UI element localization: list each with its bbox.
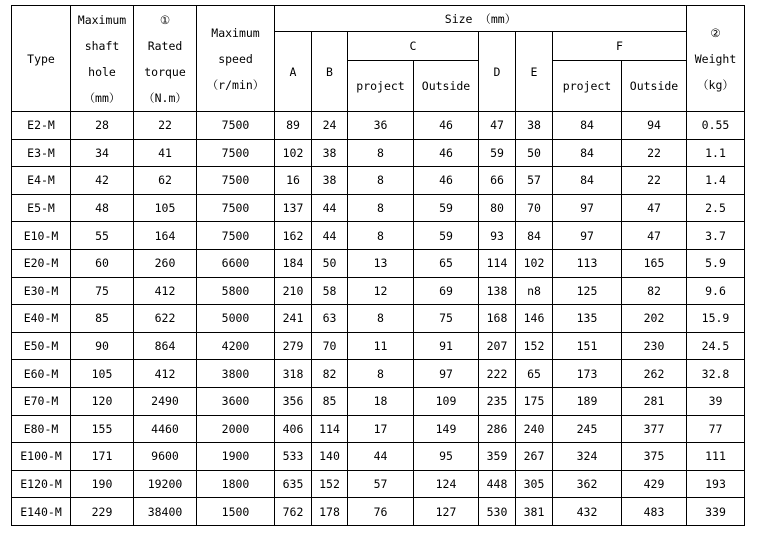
- max-speed-cell: 1500: [197, 498, 275, 526]
- c-outside-cell: 46: [414, 167, 479, 195]
- max-shaft-hole-cell: 171: [71, 443, 134, 471]
- max-speed-cell: 7500: [197, 167, 275, 195]
- table-row: [12, 277, 745, 305]
- size-a-cell: 241: [275, 305, 312, 333]
- size-b-cell: 50: [312, 249, 348, 277]
- c-project-cell: 44: [348, 443, 414, 471]
- size-a-cell: 16: [275, 167, 312, 195]
- size-e-header: E: [516, 32, 553, 112]
- max-shaft-hole-cell: 42: [71, 167, 134, 195]
- c-outside-cell: 75: [414, 305, 479, 333]
- size-b-cell: 44: [312, 222, 348, 250]
- size-a-cell: 318: [275, 360, 312, 388]
- size-e-cell: 175: [516, 387, 553, 415]
- weight-cell: 32.8: [687, 360, 745, 388]
- size-a-cell: 406: [275, 415, 312, 443]
- type-cell: E140-M: [12, 498, 71, 526]
- f-project-cell: 125: [553, 277, 622, 305]
- f-outside-cell: 22: [622, 167, 687, 195]
- max-shaft-hole-cell: 75: [71, 277, 134, 305]
- size-header: Size （mm）: [275, 6, 687, 32]
- size-b-cell: 24: [312, 112, 348, 140]
- circled-two-marker: ②: [710, 25, 721, 40]
- size-e-cell: n8: [516, 277, 553, 305]
- max-shaft-hole-cell: 229: [71, 498, 134, 526]
- table-row: [12, 332, 745, 360]
- weight-cell: 9.6: [687, 277, 745, 305]
- type-cell: E40-M: [12, 305, 71, 333]
- size-d-cell: 59: [479, 139, 516, 167]
- size-e-cell: 102: [516, 249, 553, 277]
- table-row: [12, 222, 745, 250]
- c-project-cell: 8: [348, 139, 414, 167]
- rated-torque-cell: 260: [134, 249, 197, 277]
- c-project-cell: 8: [348, 167, 414, 195]
- max-shaft-hole-cell: 190: [71, 470, 134, 498]
- type-cell: E50-M: [12, 332, 71, 360]
- c-project-cell: 76: [348, 498, 414, 526]
- size-b-cell: 38: [312, 167, 348, 195]
- f-project-cell: 84: [553, 167, 622, 195]
- f-project-cell: 84: [553, 139, 622, 167]
- size-b-header: B: [312, 32, 348, 112]
- c-outside-cell: 109: [414, 387, 479, 415]
- c-outside-cell: 91: [414, 332, 479, 360]
- weight-cell: 1.4: [687, 167, 745, 195]
- size-d-cell: 138: [479, 277, 516, 305]
- table-row: [12, 360, 745, 388]
- max-shaft-hole-header: Maximum shaft hole （mm）: [71, 6, 134, 112]
- size-e-cell: 152: [516, 332, 553, 360]
- f-outside-cell: 281: [622, 387, 687, 415]
- type-cell: E5-M: [12, 194, 71, 222]
- rated-torque-cell: 62: [134, 167, 197, 195]
- f-outside-cell: 47: [622, 194, 687, 222]
- size-d-cell: 359: [479, 443, 516, 471]
- size-a-cell: 533: [275, 443, 312, 471]
- c-project-cell: 57: [348, 470, 414, 498]
- f-project-cell: 324: [553, 443, 622, 471]
- size-e-cell: 305: [516, 470, 553, 498]
- size-e-cell: 70: [516, 194, 553, 222]
- table-row: [12, 387, 745, 415]
- size-a-cell: 356: [275, 387, 312, 415]
- type-cell: E100-M: [12, 443, 71, 471]
- weight-cell: 39: [687, 387, 745, 415]
- max-speed-cell: 3600: [197, 387, 275, 415]
- rated-torque-cell: 38400: [134, 498, 197, 526]
- c-project-cell: 12: [348, 277, 414, 305]
- max-speed-cell: 7500: [197, 194, 275, 222]
- weight-cell: 339: [687, 498, 745, 526]
- table-row: [12, 443, 745, 471]
- f-outside-cell: 94: [622, 112, 687, 140]
- size-e-cell: 146: [516, 305, 553, 333]
- max-shaft-hole-cell: 85: [71, 305, 134, 333]
- c-outside-cell: 65: [414, 249, 479, 277]
- max-shaft-hole-cell: 28: [71, 112, 134, 140]
- size-e-cell: 65: [516, 360, 553, 388]
- size-d-header: D: [479, 32, 516, 112]
- size-e-cell: 381: [516, 498, 553, 526]
- rated-torque-cell: 19200: [134, 470, 197, 498]
- type-cell: E20-M: [12, 249, 71, 277]
- max-shaft-hole-cell: 105: [71, 360, 134, 388]
- f-project-cell: 135: [553, 305, 622, 333]
- size-d-cell: 286: [479, 415, 516, 443]
- size-a-cell: 210: [275, 277, 312, 305]
- size-b-cell: 82: [312, 360, 348, 388]
- rated-torque-cell: 164: [134, 222, 197, 250]
- c-outside-cell: 59: [414, 194, 479, 222]
- weight-cell: 0.55: [687, 112, 745, 140]
- c-project-cell: 18: [348, 387, 414, 415]
- rated-torque-cell: 9600: [134, 443, 197, 471]
- weight-cell: 1.1: [687, 139, 745, 167]
- f-outside-cell: 230: [622, 332, 687, 360]
- size-a-cell: 162: [275, 222, 312, 250]
- weight-cell: 77: [687, 415, 745, 443]
- size-d-cell: 66: [479, 167, 516, 195]
- f-outside-cell: 47: [622, 222, 687, 250]
- type-cell: E10-M: [12, 222, 71, 250]
- size-a-cell: 102: [275, 139, 312, 167]
- weight-cell: 193: [687, 470, 745, 498]
- size-b-cell: 140: [312, 443, 348, 471]
- size-a-cell: 635: [275, 470, 312, 498]
- c-outside-cell: 127: [414, 498, 479, 526]
- table-row: [12, 112, 745, 140]
- type-header: Type: [12, 6, 71, 112]
- c-outside-cell: 124: [414, 470, 479, 498]
- size-a-cell: 762: [275, 498, 312, 526]
- max-speed-cell: 7500: [197, 112, 275, 140]
- max-speed-cell: 1900: [197, 443, 275, 471]
- size-e-cell: 50: [516, 139, 553, 167]
- size-b-cell: 114: [312, 415, 348, 443]
- f-outside-cell: 483: [622, 498, 687, 526]
- type-cell: E120-M: [12, 470, 71, 498]
- table-row: [12, 470, 745, 498]
- size-e-cell: 84: [516, 222, 553, 250]
- max-speed-cell: 6600: [197, 249, 275, 277]
- f-project-cell: 432: [553, 498, 622, 526]
- type-cell: E2-M: [12, 112, 71, 140]
- max-speed-header: Maximum speed （r/min）: [197, 6, 275, 112]
- c-outside-cell: 95: [414, 443, 479, 471]
- f-project-cell: 113: [553, 249, 622, 277]
- f-outside-cell: 262: [622, 360, 687, 388]
- max-speed-cell: 2000: [197, 415, 275, 443]
- table-row: [12, 167, 745, 195]
- c-outside-cell: 59: [414, 222, 479, 250]
- size-d-cell: 80: [479, 194, 516, 222]
- rated-torque-cell: 4460: [134, 415, 197, 443]
- c-project-cell: 8: [348, 360, 414, 388]
- size-c-header: C: [348, 32, 479, 61]
- max-speed-cell: 7500: [197, 222, 275, 250]
- size-b-cell: 63: [312, 305, 348, 333]
- rated-torque-cell: 412: [134, 277, 197, 305]
- rated-torque-cell: 41: [134, 139, 197, 167]
- table-row: [12, 415, 745, 443]
- f-outside-cell: 165: [622, 249, 687, 277]
- type-cell: E60-M: [12, 360, 71, 388]
- size-e-cell: 57: [516, 167, 553, 195]
- max-shaft-hole-cell: 90: [71, 332, 134, 360]
- size-d-cell: 47: [479, 112, 516, 140]
- c-outside-cell: 97: [414, 360, 479, 388]
- weight-header: ② Weight （kg）: [687, 6, 745, 112]
- f-outside-cell: 375: [622, 443, 687, 471]
- size-d-cell: 530: [479, 498, 516, 526]
- size-e-cell: 267: [516, 443, 553, 471]
- table-row: [12, 249, 745, 277]
- max-speed-cell: 4200: [197, 332, 275, 360]
- f-outside-cell: 429: [622, 470, 687, 498]
- f-outside-cell: 82: [622, 277, 687, 305]
- size-d-cell: 448: [479, 470, 516, 498]
- rated-torque-cell: 105: [134, 194, 197, 222]
- max-shaft-hole-cell: 120: [71, 387, 134, 415]
- size-d-cell: 93: [479, 222, 516, 250]
- c-project-header: project: [348, 61, 414, 112]
- max-shaft-hole-cell: 55: [71, 222, 134, 250]
- table-row: [12, 139, 745, 167]
- rated-torque-cell: 412: [134, 360, 197, 388]
- c-project-cell: 17: [348, 415, 414, 443]
- size-b-cell: 70: [312, 332, 348, 360]
- table-row: [12, 305, 745, 333]
- f-project-cell: 245: [553, 415, 622, 443]
- max-shaft-hole-cell: 155: [71, 415, 134, 443]
- size-b-cell: 152: [312, 470, 348, 498]
- size-d-cell: 222: [479, 360, 516, 388]
- c-outside-cell: 46: [414, 112, 479, 140]
- table-body: [12, 112, 745, 526]
- c-outside-cell: 149: [414, 415, 479, 443]
- type-cell: E4-M: [12, 167, 71, 195]
- max-speed-cell: 3800: [197, 360, 275, 388]
- weight-cell: 15.9: [687, 305, 745, 333]
- size-b-cell: 85: [312, 387, 348, 415]
- f-project-header: project: [553, 61, 622, 112]
- rated-torque-cell: 22: [134, 112, 197, 140]
- f-project-cell: 151: [553, 332, 622, 360]
- table-row: [12, 194, 745, 222]
- f-outside-cell: 22: [622, 139, 687, 167]
- c-outside-cell: 46: [414, 139, 479, 167]
- weight-cell: 3.7: [687, 222, 745, 250]
- size-e-cell: 38: [516, 112, 553, 140]
- f-project-cell: 362: [553, 470, 622, 498]
- rated-torque-cell: 622: [134, 305, 197, 333]
- type-cell: E80-M: [12, 415, 71, 443]
- max-shaft-hole-cell: 34: [71, 139, 134, 167]
- size-d-cell: 114: [479, 249, 516, 277]
- f-project-cell: 97: [553, 194, 622, 222]
- c-project-cell: 8: [348, 305, 414, 333]
- f-project-cell: 189: [553, 387, 622, 415]
- weight-cell: 5.9: [687, 249, 745, 277]
- circled-one-marker: ①: [159, 12, 171, 27]
- c-project-cell: 8: [348, 222, 414, 250]
- weight-cell: 24.5: [687, 332, 745, 360]
- type-cell: E3-M: [12, 139, 71, 167]
- f-project-cell: 84: [553, 112, 622, 140]
- weight-cell: 111: [687, 443, 745, 471]
- c-outside-header: Outside: [414, 61, 479, 112]
- rated-torque-cell: 864: [134, 332, 197, 360]
- c-project-cell: 8: [348, 194, 414, 222]
- c-project-cell: 36: [348, 112, 414, 140]
- max-speed-cell: 1800: [197, 470, 275, 498]
- size-a-cell: 184: [275, 249, 312, 277]
- f-project-cell: 97: [553, 222, 622, 250]
- c-project-cell: 13: [348, 249, 414, 277]
- c-outside-cell: 69: [414, 277, 479, 305]
- weight-cell: 2.5: [687, 194, 745, 222]
- max-shaft-hole-cell: 48: [71, 194, 134, 222]
- size-a-cell: 279: [275, 332, 312, 360]
- type-cell: E70-M: [12, 387, 71, 415]
- size-b-cell: 58: [312, 277, 348, 305]
- specification-table: [11, 5, 745, 526]
- f-project-cell: 173: [553, 360, 622, 388]
- f-outside-header: Outside: [622, 61, 687, 112]
- max-shaft-hole-cell: 60: [71, 249, 134, 277]
- size-d-cell: 168: [479, 305, 516, 333]
- size-b-cell: 44: [312, 194, 348, 222]
- size-b-cell: 38: [312, 139, 348, 167]
- max-speed-cell: 5800: [197, 277, 275, 305]
- c-project-cell: 11: [348, 332, 414, 360]
- size-e-cell: 240: [516, 415, 553, 443]
- size-a-cell: 89: [275, 112, 312, 140]
- size-a-cell: 137: [275, 194, 312, 222]
- rated-torque-cell: 2490: [134, 387, 197, 415]
- type-cell: E30-M: [12, 277, 71, 305]
- f-outside-cell: 377: [622, 415, 687, 443]
- size-d-cell: 207: [479, 332, 516, 360]
- size-a-header: A: [275, 32, 312, 112]
- table-row: [12, 498, 745, 526]
- size-d-cell: 235: [479, 387, 516, 415]
- size-f-header: F: [553, 32, 687, 61]
- max-speed-cell: 7500: [197, 139, 275, 167]
- rated-torque-header: ① Rated torque （N.m）: [134, 6, 197, 112]
- size-b-cell: 178: [312, 498, 348, 526]
- max-speed-cell: 5000: [197, 305, 275, 333]
- f-outside-cell: 202: [622, 305, 687, 333]
